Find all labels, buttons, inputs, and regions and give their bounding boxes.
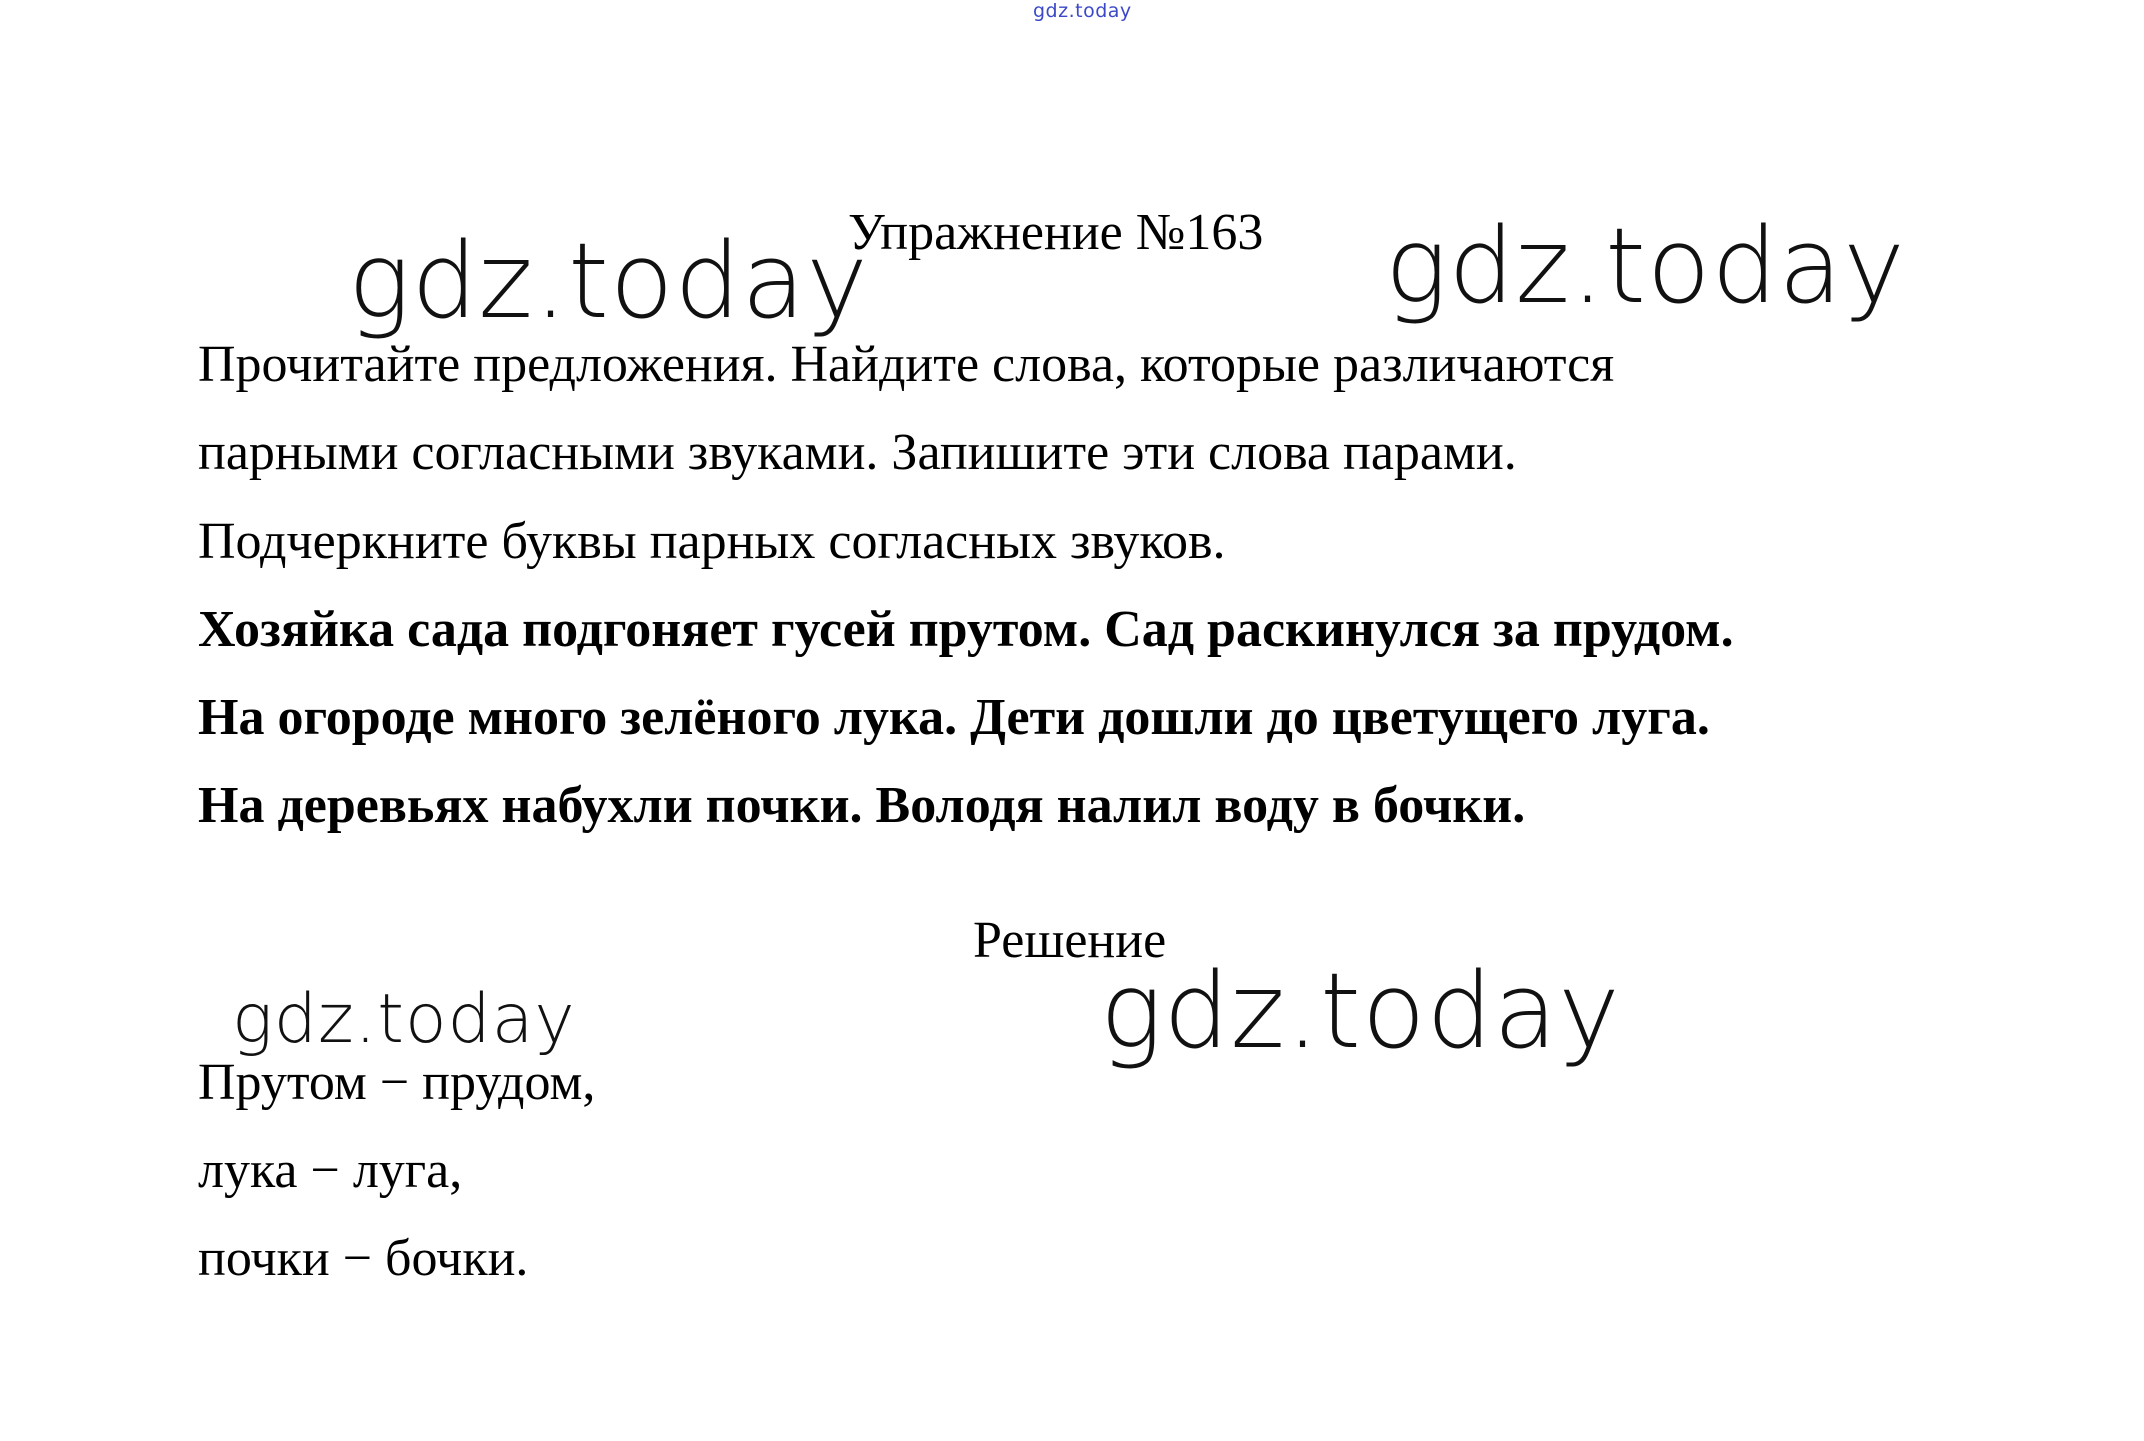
exercise-sentence: На огороде много зелёного лука. Дети дошли до цветущего луга. <box>198 689 1710 746</box>
answer-line: почки − бочки. <box>198 1230 529 1287</box>
watermark-logo: gdz.today <box>348 220 869 342</box>
site-link[interactable]: gdz.today <box>1033 0 1132 22</box>
watermark-logo: gdz.today <box>1385 205 1906 327</box>
task-line: парными согласными звуками. Запишите эти слова парами. <box>198 424 1517 481</box>
answer-line: Прутом − прудом, <box>198 1054 596 1111</box>
answer-line: лука − луга, <box>198 1142 463 1199</box>
watermark-logo: gdz.today <box>1100 950 1621 1072</box>
watermark-logo: gdz.today <box>232 980 576 1059</box>
exercise-title: Упражнение №163 <box>848 204 1264 261</box>
solution-heading: Решение <box>973 912 1167 969</box>
exercise-sentence: На деревьях набухли почки. Володя налил воду в бочки. <box>198 777 1526 834</box>
task-line: Подчеркните буквы парных согласных звуков. <box>198 513 1226 570</box>
task-line: Прочитайте предложения. Найдите слова, которые различаются <box>198 336 1615 393</box>
exercise-sentence: Хозяйка сада подгоняет гусей прутом. Сад раскинулся за прудом. <box>198 601 1734 658</box>
